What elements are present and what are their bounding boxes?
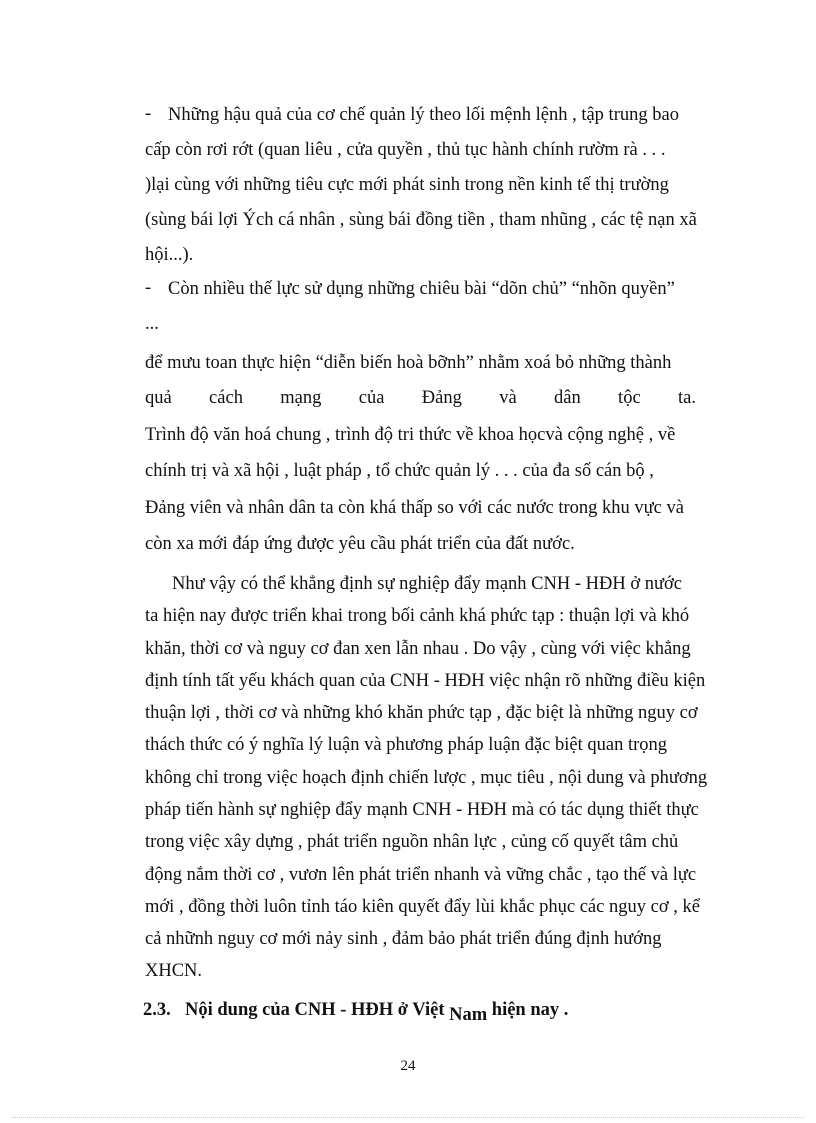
text-line: khăn, thời cơ và nguy cơ đan xen lẫn nhau . Do vậy , cùng với việc khẳng xyxy=(145,639,691,659)
text-line: thuận lợi , thời cơ và những khó khăn phức tạp , đặc biệt là những nguy cơ xyxy=(145,703,698,723)
section-title-part: hiện nay . xyxy=(491,1000,569,1020)
footer-divider xyxy=(12,1117,804,1118)
bullet-dash: - xyxy=(145,104,152,124)
text-line: không chỉ trong việc hoạch định chiến lược , mục tiêu , nội dung và phương xyxy=(145,768,708,788)
text-line: ... xyxy=(145,314,159,334)
text-line: pháp tiến hành sự nghiệp đẩy mạnh CNH - HĐH mà có tác dụng thiết thực xyxy=(145,800,699,820)
section-title-subscript: Nam xyxy=(449,1005,488,1025)
text-line: Đảng viên và nhân dân ta còn khá thấp so với các nước trong khu vực và xyxy=(145,498,684,518)
text-line: (sùng bái lợi Ých cá nhân , sùng bái đồng tiền , tham nhũng , các tệ nạn xã xyxy=(145,210,697,230)
text-line: cả nhữnh nguy cơ mới nảy sinh , đảm bảo phát triển đúng định hướng xyxy=(145,929,662,949)
text-line: chính trị và xã hội , luật pháp , tổ chức quản lý . . . của đa số cán bộ , xyxy=(145,461,654,481)
text-line: XHCN. xyxy=(145,961,203,981)
text-line: định tính tất yếu khách quan của CNH - HĐH việc nhận rõ những điều kiện xyxy=(145,671,706,691)
page-number: 24 xyxy=(400,1058,416,1074)
text-line: cấp còn rơi rớt (quan liêu , cửa quyền , thủ tục hành chính rườm rà . . . xyxy=(145,140,666,160)
text-line: )lại cùng với những tiêu cực mới phát sinh trong nền kinh tế thị trường xyxy=(145,175,669,195)
text-line: hội...). xyxy=(145,245,194,265)
text-line: còn xa mới đáp ứng được yêu cầu phát triển của đất nước. xyxy=(145,534,575,554)
text-line: động nắm thời cơ , vươn lên phát triển nhanh và vững chắc , tạo thế và lực xyxy=(145,865,697,885)
text-line: ta hiện nay được triển khai trong bối cảnh khá phức tạp : thuận lợi và khó xyxy=(145,606,690,626)
text-line: để mưu toan thực hiện “diễn biến hoà bỡnh” nhằm xoá bỏ những thành xyxy=(145,353,672,373)
text-line: thách thức có ý nghĩa lý luận và phương pháp luận đặc biệt quan trọng xyxy=(145,735,668,755)
text-line: Còn nhiều thế lực sử dụng những chiêu bài “dõn chủ” “nhõn quyền” xyxy=(168,279,675,299)
text-line: quả cách mạng của Đảng và dân tộc ta. xyxy=(145,388,696,408)
section-title-part: Nội dung của CNH - HĐH ở Việt xyxy=(185,1000,445,1020)
bullet-dash: - xyxy=(145,278,152,298)
section-heading xyxy=(143,998,569,1025)
paragraph-first-line: Như vậy có thể khẳng định sự nghiệp đẩy mạnh CNH - HĐH ở nước xyxy=(172,574,683,594)
text-line: trong việc xây dựng , phát triển nguồn nhân lực , củng cố quyết tâm chủ xyxy=(145,832,679,852)
text-line: Những hậu quả của cơ chế quản lý theo lối mệnh lệnh , tập trung bao xyxy=(168,105,679,125)
text-line: mới , đồng thời luôn tỉnh táo kiên quyết đẩy lùi khắc phục các nguy cơ , kể xyxy=(145,897,700,917)
text-line: Trình độ văn hoá chung , trình độ tri thức về khoa họcvà cộng nghệ , về xyxy=(145,425,676,445)
section-number: 2.3. xyxy=(143,1000,171,1020)
